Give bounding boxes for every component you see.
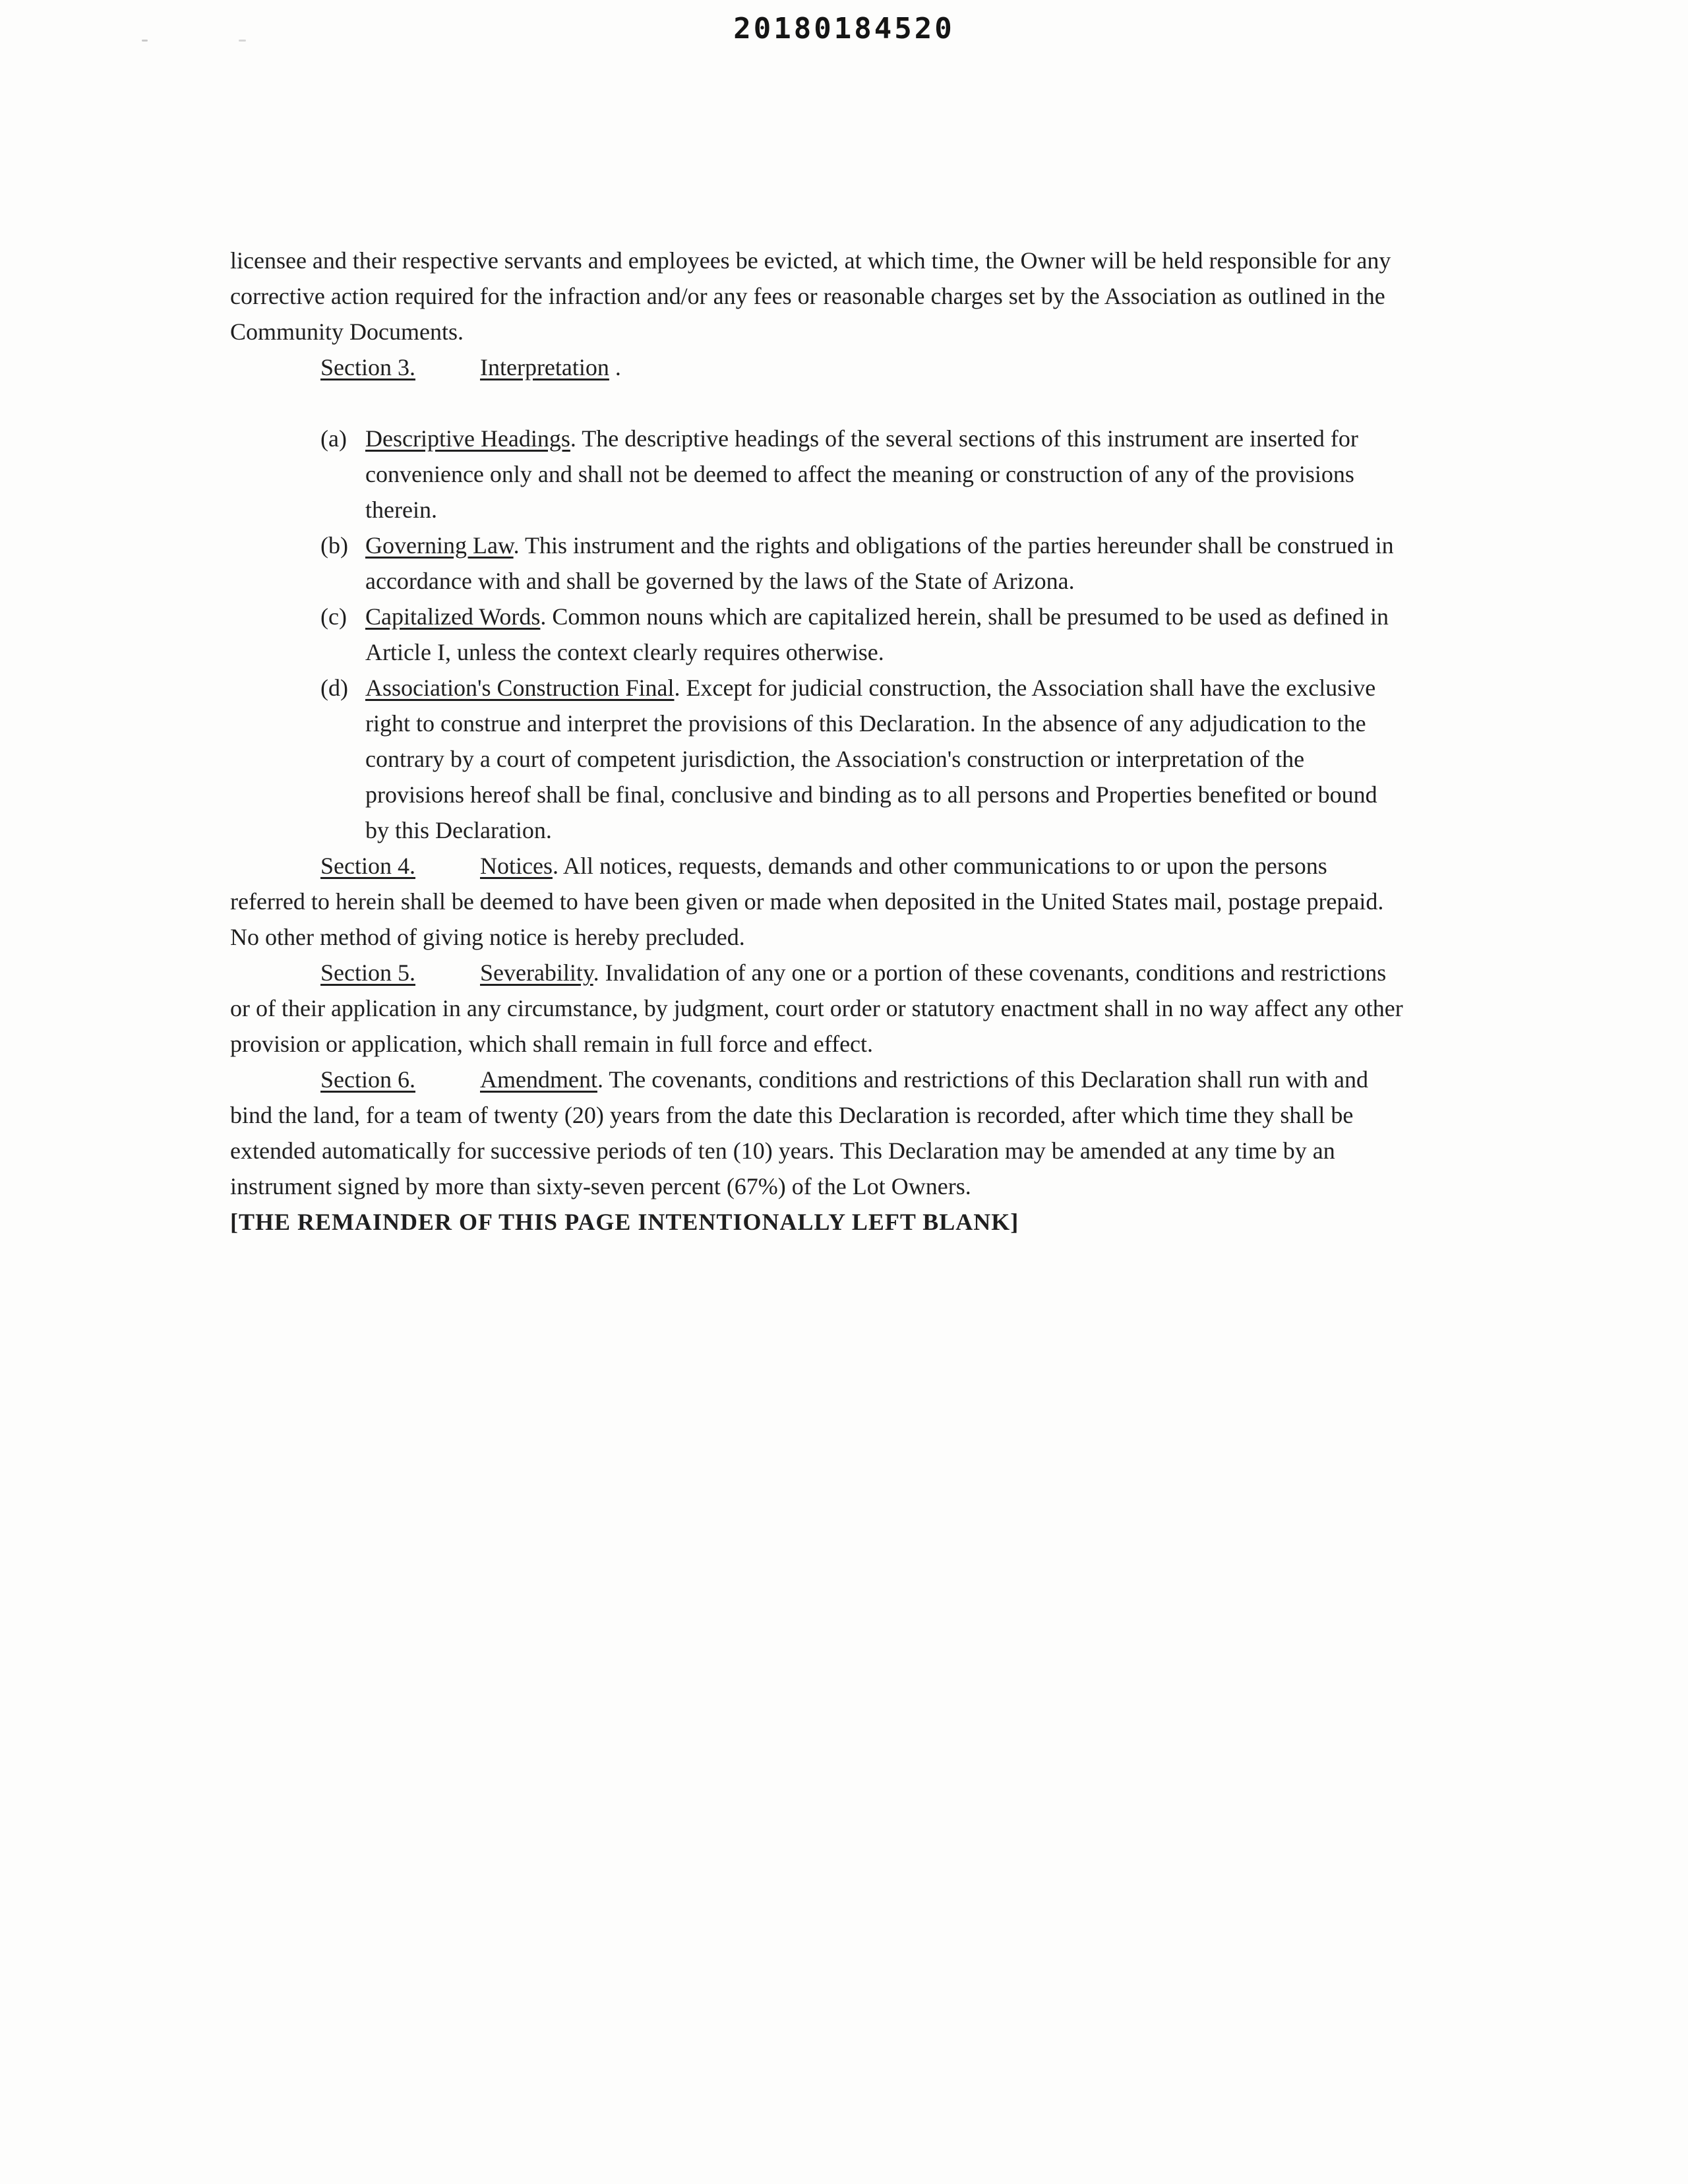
section-4-title: Notices: [479, 853, 553, 879]
section-4-text: . All notices, requests, demands and other communications to or upon the persons referred to herein shall be deemed to have been given or made when deposited in the United States mail, postage prepaid. No other method of giving notice is hereby precluded.: [230, 853, 1384, 950]
item-lead: Association's Construction Final: [365, 675, 675, 701]
section-3-label: Section 3.: [320, 354, 415, 380]
item-lead: Governing Law: [365, 532, 514, 559]
remainder-blank-notice: [THE REMAINDER OF THIS PAGE INTENTIONALLY LEFT BLANK]: [230, 1209, 1019, 1235]
item-marker: (b): [320, 532, 348, 559]
section-3-title: Interpretation: [479, 354, 609, 380]
section-5-paragraph: [230, 955, 1404, 1062]
item-marker: (d): [320, 675, 348, 701]
item-text: . Common nouns which are capitalized herein, shall be presumed to be used as defined in Article I, unless the context clearly requires otherwise.: [365, 603, 1389, 665]
section-6-label: Section 6.: [320, 1066, 415, 1093]
section-5-label: Section 5.: [320, 959, 415, 986]
list-item-b: [320, 528, 1404, 599]
section-4-paragraph: [230, 848, 1404, 955]
section-5-title: Severability: [479, 959, 593, 986]
section-6-paragraph: [230, 1062, 1404, 1204]
list-item-a: [320, 421, 1404, 528]
section-3-heading: [230, 349, 1404, 385]
list-item-d: [320, 670, 1404, 848]
item-lead: Capitalized Words: [365, 603, 541, 630]
section-6-text: . The covenants, conditions and restrictions of this Declaration shall run with and bind the land, for a team of twenty (20) years from the date this Declaration is recorded, after which time they shall be extended automatically for successive periods of ten (10) years. This Declaration may be amended at any time by an instrument signed by more than sixty-seven percent (67%) of the Lot Owners.: [230, 1066, 1369, 1199]
item-marker: (c): [320, 603, 347, 630]
item-text: . This instrument and the rights and obligations of the parties hereunder shall be construed in accordance with and shall be governed by the laws of the State of Arizona.: [365, 532, 1394, 594]
item-text: . The descriptive headings of the several sections of this instrument are inserted for convenience only and shall not be deemed to affect the meaning or construction of any of the provisions therein.: [365, 425, 1358, 523]
section-5-text: . Invalidation of any one or a portion of these covenants, conditions and restrictions or of their application in any circumstance, by judgment, court order or statutory enactment shall in no way affect any other provision or application, which shall remain in full force and effect.: [230, 959, 1403, 1057]
recording-number: 20180184520: [733, 12, 955, 46]
section-3-list: [230, 421, 1404, 848]
item-text: . Except for judicial construction, the Association shall have the exclusive right to construe and interpret the provisions of this Declaration. In the absence of any adjudication to the contrary by a court of competent jurisdiction, the Association's construction or interpretation of the provisions hereof shall be final, conclusive and binding as to all persons and Properties benefited or bound by this Declaration.: [365, 675, 1377, 843]
document-body: [230, 243, 1404, 1240]
section-3-title-suffix: .: [609, 354, 621, 380]
section-6-title: Amendment: [479, 1066, 597, 1093]
list-item-c: [320, 599, 1404, 670]
item-lead: Descriptive Headings: [365, 425, 570, 452]
section-4-label: Section 4.: [320, 853, 415, 879]
paragraph-intro: licensee and their respective servants and employees be evicted, at which time, the Owner will be held responsible for any corrective action required for the infraction and/or any fees or reasonable charges set by the Association as outlined in the Community Documents.: [230, 247, 1391, 345]
item-marker: (a): [320, 425, 347, 452]
